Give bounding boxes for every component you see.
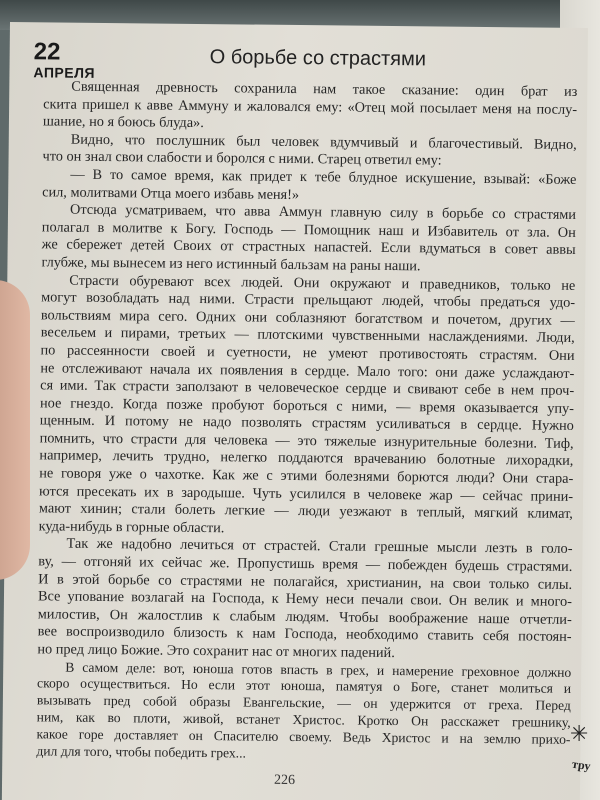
date-month: АПРЕЛЯ [33, 64, 96, 81]
text-line: вызывать пред собой образы Евангельские, — он удержится от греха. Перед [36, 692, 571, 714]
text-line: глубже, мы вынесем из него истинный бальзам на раны наши. [41, 254, 421, 275]
text-line: Священная древность сохранила нам такое сказание: один брат из [71, 78, 578, 100]
text-line: вольствиям мира сего. Одних они соблазняют богатством и почетом, других — [40, 307, 575, 329]
text-line: скоро осуществиться. Но если этот юноша, памятуя о Боге, станет молиться и [36, 675, 572, 697]
finger [0, 280, 30, 580]
text-line: ним, как во плоти, живой, встанет Христос. Кротко Он расскажет грешнику, [36, 709, 571, 730]
text-line: В самом деле: вот, юноша готов впасть в грех, и намерение греховное должно [65, 659, 572, 680]
text-line: Видно, что послушник был человек вдумчивый и благочестивый. Видно, [70, 131, 577, 153]
text-line: но пред лицо Божие. Это сохранит нас от многих падений. [37, 641, 395, 662]
text-line: весельем и пирами, третьих — плотскими чувственными наслаждениями. Люди, [40, 324, 575, 347]
text-line: И в этой борьбе со страстями не полагайся, христианин, на свои только силы. [38, 570, 573, 593]
text-line: какое горе доставляет он Спасителю своему. Ведь Христос и на землю прихо- [36, 726, 571, 747]
asterisk-icon: ✳ [570, 722, 589, 747]
text-line: мают хинин; стали болеть легкие — люди уезжают в теплый, мягкий климат, [38, 500, 573, 523]
text-line: сил, молитвами Отца моего избавь меня!» [42, 183, 300, 203]
text-line: ся ими. Так страсти заползают в человеческое сердце и свивают себе в нем проч- [40, 377, 575, 400]
book-page [2, 22, 588, 800]
text-line: Все упование возлагай на Господа, к Нему неси печали свои. Он велик и много- [37, 588, 573, 611]
date-day: 22 [33, 38, 61, 66]
text-line: — В то самое время, как придет к тебе блудное искушение, взывай: «Боже [70, 166, 577, 188]
text-line: что он знал свои слабости и боролся с ними. Старец ответил ему: [42, 148, 442, 169]
text-line: помнить, что страсти для человека — это тяжелые изнурительные болезни. Тиф, [39, 430, 574, 452]
next-page-fragment: тру [571, 756, 592, 774]
text-line: ное гнездо. Когда позже пробуют бороться с ними, — время оказывается упу- [39, 395, 575, 417]
page-number: 226 [273, 772, 296, 789]
body-text [36, 78, 577, 765]
text-line: Страсти обуревают всех людей. Они окружают и праведников, только не [69, 272, 576, 294]
text-line: ются пресекать их в зародыше. Чуть усилился в человеке жар — сейчас прини- [39, 482, 574, 505]
text-line: полагал в молитве к Богу. Господь — Помощник наш и Избавитель от зла. Он [41, 219, 576, 241]
text-line: не отслеживают начала их появления в сердце. Мало того: они даже услаждают- [40, 359, 575, 382]
page-title: О борьбе со страстями [209, 46, 427, 71]
text-line: милостив, Он жалостлив к слабым людям. Чтобы воображение наше отчетли- [37, 606, 572, 628]
text-line: не говоря уже о чахотке. Как же с этими болезнями борются люди? Они стара- [39, 465, 574, 487]
text-line: же сбережет детей Своих от страстных напастей. Если вдуматься в совет аввы [41, 236, 576, 259]
text-line: по рассеянности своей и суетности, не умеют противостоять страстям. Они [40, 342, 575, 364]
text-line: шание, но я боюсь блуда». [42, 113, 204, 132]
date-block [33, 40, 113, 81]
text-line: скита пришел к авве Аммуну и жаловался ему: «Отец мой посылает меня на послу- [43, 95, 578, 118]
text-line: дил для того, чтобы победить грех... [36, 742, 247, 761]
text-line: щенным. И потому не надо позволять страстям усиливаться в сердце. Нужно [39, 412, 574, 435]
text-line: Так же надобно лечиться от страстей. Стали грешные мысли лезть в голо- [66, 536, 573, 558]
text-line: например, лечить трудно, нелегко поддаются врачеванию болотные лихорадки, [39, 447, 574, 470]
text-line: вее воспроизводило близость к нам Господа, необходимо ставить себя постоян- [37, 623, 572, 646]
text-line: могут возобладать над ними. Страсти прельщают людей, чтобы предаться удо- [41, 289, 576, 312]
text-line: ву, — отгоняй их сейчас же. Пропустишь время — побежден будешь страстями. [38, 553, 573, 575]
text-line: куда-нибудь в горные области. [38, 518, 225, 537]
text-line: Отсюда усматриваем, что авва Аммун главную силу в борьбе со страстями [69, 201, 577, 224]
